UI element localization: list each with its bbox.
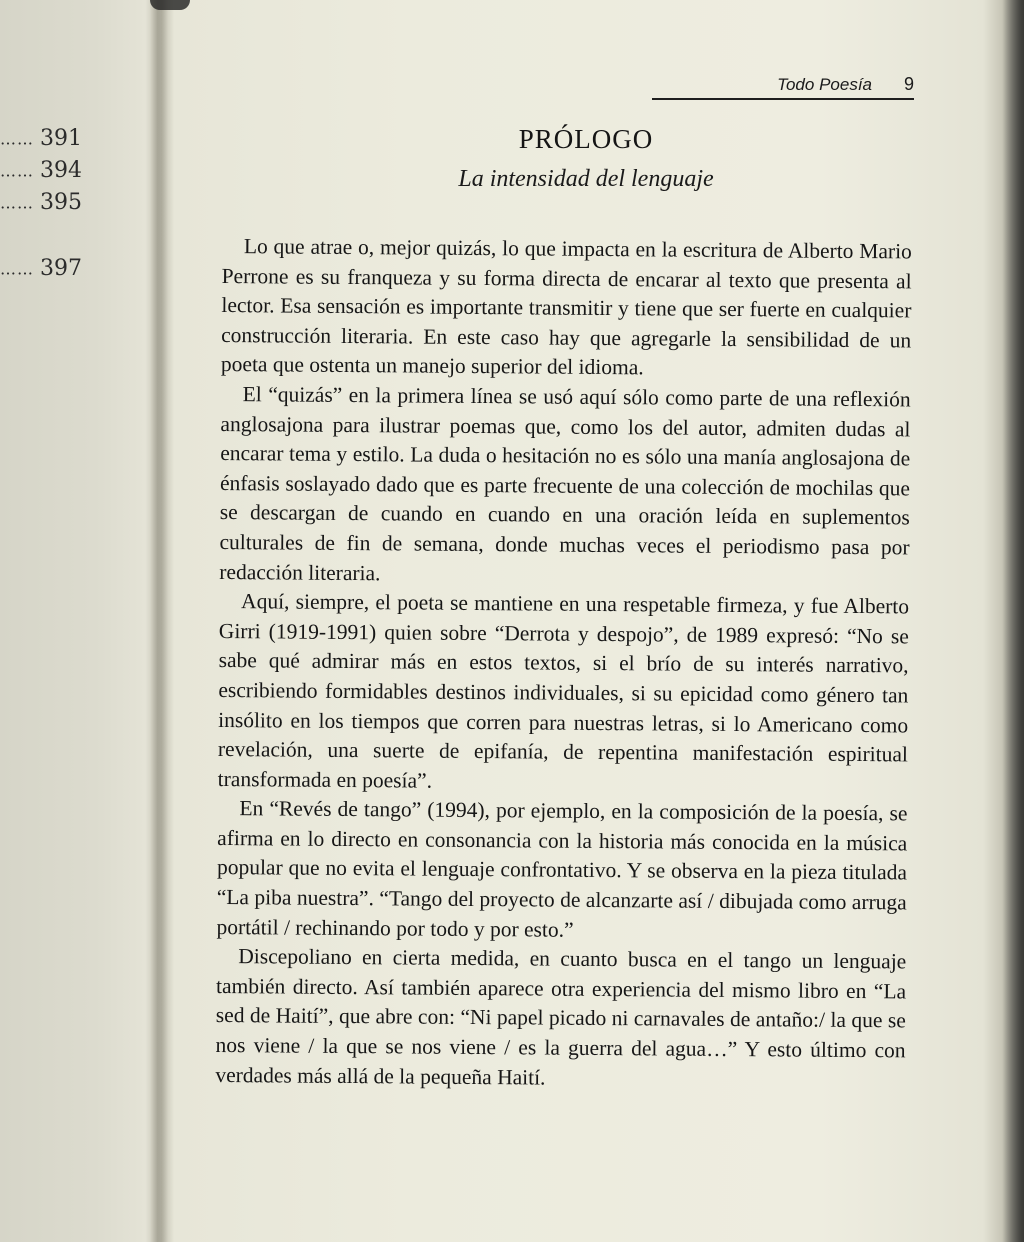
paragraph: Discepoliano en cierta medida, en cuanto busca en el tango un lenguaje también directo. Así también aparece otra experiencia del mismo libro en “La sed de Haití”, que abre con: “Ni papel picado ni carnavales de antaño:/ la que se nos viene / la que se nos viene / es la guerra del agua…” Y esto último con verdades más allá de la pequeña Haití. (215, 944, 907, 1090)
page-edge-shadow (1002, 0, 1024, 1242)
toc-page-number: 394 (40, 158, 82, 183)
text-page (168, 0, 1004, 1242)
toc-page-number: 395 (40, 190, 82, 215)
toc-entry (0, 256, 82, 281)
paragraph: El “quizás” en la primera línea se usó aquí sólo como parte de una reflexión anglosajona para ilustrar poemas que, como los del autor, admiten dudas al encarar tema y estilo. La duda o hesitación no es sólo una manía anglosajona de énfasis soslayado dado que es parte frecuente de una colección de mochilas que se descargan de cuando en cuando en una oración leída en suplementos culturales de fin de semana, donde muchas veces el periodismo pasa por redacción literaria. (219, 382, 911, 585)
toc-leader-dots: …… (0, 129, 34, 149)
toc-leader-dots: …… (0, 161, 34, 181)
toc-entry (0, 158, 82, 183)
chapter-title: PRÓLOGO (518, 124, 654, 154)
prologue-body (215, 232, 912, 1096)
paragraph: Aquí, siempre, el poeta se mantiene en una respetable firmeza, y fue Alberto Girri (1919-1991) quien sobre “Derrota y despojo”, de 1989 expresó: “No se sabe qué admirar más en estos textos, si el brío de su interés narrativo, escribiendo formidables destinos individuales, si su epicidad como género tan insólito en los tiempos que corren para nuestras letras, si lo Americano como revelación, una suerte de epifanía, de repentina manifestación espiritual transformada en poesía”. (217, 589, 910, 793)
page-number: 9 (903, 74, 914, 94)
toc-entry (0, 190, 82, 215)
paragraph: Lo que atrae o, mejor quizás, lo que impacta en la escritura de Alberto Mario Perrone es su franqueza y su forma directa de encarar al texto que presenta al lector. Esa sensación es importante transmitir y tiene que ser fuerte en cualquier construcción literaria. En este caso hay que agregarle la sensibilidad de un poeta que ostenta un manejo superior del idioma. (220, 234, 912, 380)
book-gutter (150, 0, 168, 1242)
toc-leader-dots: …… (0, 259, 34, 279)
toc-page-number: 397 (40, 256, 82, 281)
toc-page-number: 391 (40, 126, 82, 151)
chapter-subtitle: La intensidad del lenguaje (458, 166, 714, 192)
running-title: Todo Poesía (777, 75, 872, 94)
facing-page (0, 0, 158, 1242)
toc-leader-dots: …… (0, 193, 34, 213)
toc-entry (0, 126, 82, 151)
paragraph: En “Revés de tango” (1994), por ejemplo, en la composición de la poesía, se afirma en lo directo en consonancia con la historia más conocida en la música popular que no evita el lenguaje confrontativo. Y se observa en la pieza titulada “La piba nuestra”. “Tango del proyecto de alcanzarte así / dibujada como arruga portátil / rechinando por todo y por esto.” (216, 796, 908, 942)
running-header (652, 70, 914, 100)
